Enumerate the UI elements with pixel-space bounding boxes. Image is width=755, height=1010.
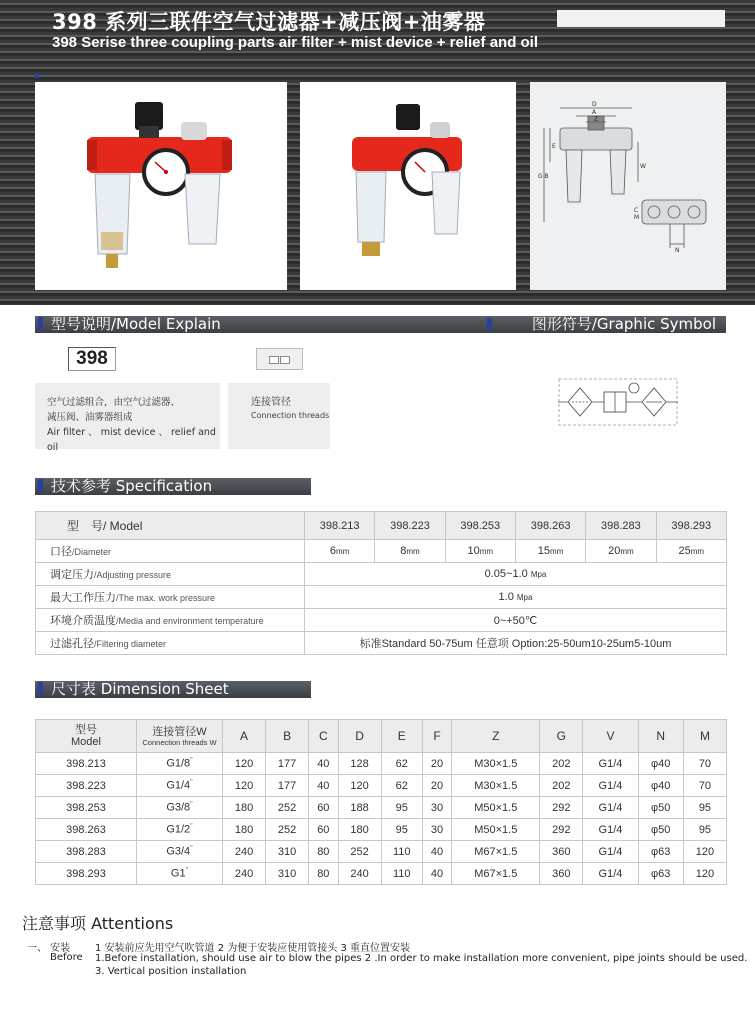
dim-cell-m: 70 <box>683 775 726 797</box>
dim-cell-d: 180 <box>338 819 381 841</box>
dim-cell-n: φ40 <box>638 775 683 797</box>
dim-row <box>36 819 727 841</box>
model-desc-line3: Air filter 、 mist device 、 relief and oil <box>47 427 216 453</box>
spec-cell: 15mm <box>515 540 585 563</box>
dim-header-col: G <box>540 720 583 753</box>
dim-cell-z: M67×1.5 <box>452 863 540 885</box>
dim-row <box>36 797 727 819</box>
dim-header-model: 型号 Model <box>36 720 137 753</box>
frl-unit-angle-icon <box>300 82 516 290</box>
connection-cn: 连接管径 <box>251 397 291 408</box>
spec-label: 口径/Diameter <box>36 540 305 563</box>
dim-cell-a: 240 <box>223 863 266 885</box>
spec-cell: 8mm <box>375 540 445 563</box>
dim-label-c: C <box>634 207 639 214</box>
dim-header-col: D <box>338 720 381 753</box>
dim-cell-c: 40 <box>309 753 338 775</box>
title-accent-bar <box>557 10 725 27</box>
dim-cell-conn: G1/4" <box>137 775 223 797</box>
spec-row-adjusting-pressure <box>36 563 727 586</box>
dim-cell-f: 40 <box>422 863 451 885</box>
dim-cell-v: G1/4 <box>583 753 638 775</box>
connection-en: Connection threads <box>251 411 330 420</box>
spec-row-diameter <box>36 540 727 563</box>
dim-cell-a: 120 <box>223 775 266 797</box>
dim-cell-e: 110 <box>381 841 422 863</box>
dim-cell-z: M50×1.5 <box>452 797 540 819</box>
dim-cell-z: M50×1.5 <box>452 819 540 841</box>
attentions-line-en: 1.Before installation, should use air to blow the pipes 2 .In order to make installation more convenient, pipe joints should be used. <box>95 953 748 964</box>
dim-cell-b: 177 <box>266 753 309 775</box>
model-desc-line2: 减压阀、油雾器组成 <box>47 412 133 423</box>
dim-cell-z: M30×1.5 <box>452 775 540 797</box>
dim-cell-c: 60 <box>309 797 338 819</box>
dim-row <box>36 841 727 863</box>
dim-cell-f: 30 <box>422 797 451 819</box>
section-model-explain: 型号说明/Model Explain <box>35 316 487 333</box>
dim-cell-d: 120 <box>338 775 381 797</box>
dim-cell-v: G1/4 <box>583 819 638 841</box>
dim-cell-e: 110 <box>381 863 422 885</box>
dim-cell-f: 20 <box>422 775 451 797</box>
dim-cell-b: 310 <box>266 863 309 885</box>
dim-cell-m: 95 <box>683 797 726 819</box>
dim-cell-v: G1/4 <box>583 775 638 797</box>
dim-cell-b: 252 <box>266 819 309 841</box>
dim-cell-conn: G1" <box>137 863 223 885</box>
spec-model-cell: 398.253 <box>445 512 515 540</box>
spec-cell: 20mm <box>586 540 656 563</box>
spec-row-max-pressure <box>36 586 727 609</box>
page-title-en: 398 Serise three coupling parts air filter + mist device + relief and oil <box>52 34 539 51</box>
dim-cell-e: 62 <box>381 753 422 775</box>
spec-label: 调定压力/Adjusting pressure <box>36 563 305 586</box>
dim-label-e: E <box>552 143 556 150</box>
page-title-cn: 398 系列三联件空气过滤器+减压阀+油雾器 <box>52 10 486 34</box>
dim-cell-conn: G3/8" <box>137 797 223 819</box>
attentions-title: 注意事项 Attentions <box>22 914 174 933</box>
dim-cell-c: 80 <box>309 841 338 863</box>
spec-cell: 1.0 Mpa <box>305 586 727 609</box>
dim-cell-b: 252 <box>266 797 309 819</box>
dim-cell-a: 120 <box>223 753 266 775</box>
spec-row-temperature <box>36 609 727 632</box>
dim-cell-n: φ40 <box>638 753 683 775</box>
spec-model-cell: 398.213 <box>305 512 375 540</box>
attentions-line-en-2: 3. Vertical position installation <box>95 966 247 977</box>
dim-cell-e: 95 <box>381 797 422 819</box>
dim-cell-e: 62 <box>381 775 422 797</box>
dim-cell-n: φ50 <box>638 819 683 841</box>
dim-cell-conn: G1/2" <box>137 819 223 841</box>
spec-model-cell: 398.223 <box>375 512 445 540</box>
frl-unit-icon <box>35 82 287 290</box>
spec-row-filtering <box>36 632 727 655</box>
dim-cell-conn: G1/8" <box>137 753 223 775</box>
model-number: 398 <box>68 347 116 371</box>
spec-cell: 6mm <box>305 540 375 563</box>
spec-label: 最大工作压力/The max. work pressure <box>36 586 305 609</box>
spec-cell: 标准Standard 50-75um 任意项 Option:25-50um10-25um5-10um <box>305 632 727 655</box>
dim-cell-model: 398.223 <box>36 775 137 797</box>
dim-cell-f: 40 <box>422 841 451 863</box>
attentions-label-en: Before <box>50 952 83 963</box>
spec-cell: 0.05~1.0 Mpa <box>305 563 727 586</box>
dim-cell-b: 310 <box>266 841 309 863</box>
dim-cell-model: 398.213 <box>36 753 137 775</box>
dim-cell-n: φ63 <box>638 863 683 885</box>
dim-cell-a: 180 <box>223 797 266 819</box>
dim-cell-v: G1/4 <box>583 863 638 885</box>
dim-cell-f: 30 <box>422 819 451 841</box>
dim-cell-conn: G3/4" <box>137 841 223 863</box>
dimension-drawing-icon <box>530 82 726 290</box>
dim-cell-z: M67×1.5 <box>452 841 540 863</box>
dim-cell-v: G1/4 <box>583 797 638 819</box>
dimension-table <box>35 719 727 885</box>
product-photo-angle <box>300 82 516 290</box>
dim-label-a: A <box>592 109 597 116</box>
model-description <box>35 383 220 453</box>
dim-cell-n: φ63 <box>638 841 683 863</box>
dim-cell-c: 60 <box>309 819 338 841</box>
dim-cell-model: 398.263 <box>36 819 137 841</box>
accent-dot <box>35 74 39 78</box>
dim-cell-d: 240 <box>338 863 381 885</box>
dim-cell-z: M30×1.5 <box>452 753 540 775</box>
dim-header-col: M <box>683 720 726 753</box>
dim-cell-m: 95 <box>683 819 726 841</box>
attentions-line-cn: 1 安装前应先用空气吹管道 2 为便于安装应使用管接头 3 重直位置安装 <box>95 943 410 954</box>
section-specification: 技术参考 Specification <box>35 478 311 495</box>
dim-header-col: N <box>638 720 683 753</box>
spec-label: 环境介质温度/Media and environment temperature <box>36 609 305 632</box>
dim-label-n: N <box>675 247 680 254</box>
dim-cell-g: 202 <box>540 775 583 797</box>
dim-body <box>36 753 727 885</box>
dim-cell-model: 398.253 <box>36 797 137 819</box>
dim-cell-d: 128 <box>338 753 381 775</box>
dim-label-d: D <box>592 101 597 108</box>
dim-header-col: E <box>381 720 422 753</box>
dim-header-col: Z <box>452 720 540 753</box>
dim-label-m: M <box>634 214 640 221</box>
dim-cell-m: 120 <box>683 863 726 885</box>
dim-cell-model: 398.293 <box>36 863 137 885</box>
dim-cell-g: 292 <box>540 797 583 819</box>
dim-cell-n: φ50 <box>638 797 683 819</box>
dim-cell-d: 188 <box>338 797 381 819</box>
spec-model-cell: 398.283 <box>586 512 656 540</box>
dim-row <box>36 753 727 775</box>
dim-cell-model: 398.283 <box>36 841 137 863</box>
dim-header-col: F <box>422 720 451 753</box>
connection-box <box>256 348 303 370</box>
dim-row <box>36 775 727 797</box>
dim-cell-v: G1/4 <box>583 841 638 863</box>
section-dimension-sheet: 尺寸表 Dimension Sheet <box>35 681 311 698</box>
dim-row <box>36 863 727 885</box>
dim-cell-f: 20 <box>422 753 451 775</box>
specification-table <box>35 511 727 655</box>
spec-label: 过滤孔径/Filtering diameter <box>36 632 305 655</box>
dim-header-col: V <box>583 720 638 753</box>
spec-cell: 0~+50℃ <box>305 609 727 632</box>
graphic-symbol-icon <box>558 378 678 426</box>
connection-threads-note <box>228 383 330 449</box>
connection-square-right <box>280 356 290 364</box>
dim-header-row <box>36 720 727 753</box>
dim-label-gb: G B <box>538 173 549 180</box>
dim-header-col: C <box>309 720 338 753</box>
dim-cell-e: 95 <box>381 819 422 841</box>
dim-header-col: B <box>266 720 309 753</box>
dim-header-conn: 连接管径W Connection threads W <box>137 720 223 753</box>
dim-cell-g: 360 <box>540 841 583 863</box>
spec-cell: 25mm <box>656 540 726 563</box>
dim-cell-c: 40 <box>309 775 338 797</box>
dim-cell-m: 70 <box>683 753 726 775</box>
dim-label-z: Z <box>594 116 599 123</box>
dim-cell-d: 252 <box>338 841 381 863</box>
spec-model-cell: 398.293 <box>656 512 726 540</box>
dim-cell-g: 292 <box>540 819 583 841</box>
dim-label-w: W <box>640 163 646 170</box>
dimension-drawing <box>530 82 726 290</box>
spec-cell: 10mm <box>445 540 515 563</box>
spec-header-row <box>36 512 727 540</box>
dim-cell-a: 180 <box>223 819 266 841</box>
dim-cell-b: 177 <box>266 775 309 797</box>
connection-square-left <box>269 356 279 364</box>
spec-model-cell: 398.263 <box>515 512 585 540</box>
dim-cell-c: 80 <box>309 863 338 885</box>
dim-cell-g: 202 <box>540 753 583 775</box>
dim-cell-g: 360 <box>540 863 583 885</box>
spec-header-model: 型 号/ Model <box>36 512 305 540</box>
model-desc-line1: 空气过滤组合，由空气过滤器、 <box>47 397 181 408</box>
dim-cell-m: 120 <box>683 841 726 863</box>
attentions-label-cn: 一、 安装 <box>27 943 71 954</box>
dim-cell-a: 240 <box>223 841 266 863</box>
dim-header-col: A <box>223 720 266 753</box>
product-photo-front <box>35 82 287 290</box>
section-graphic-symbol: 图形符号/Graphic Symbol <box>487 316 726 333</box>
